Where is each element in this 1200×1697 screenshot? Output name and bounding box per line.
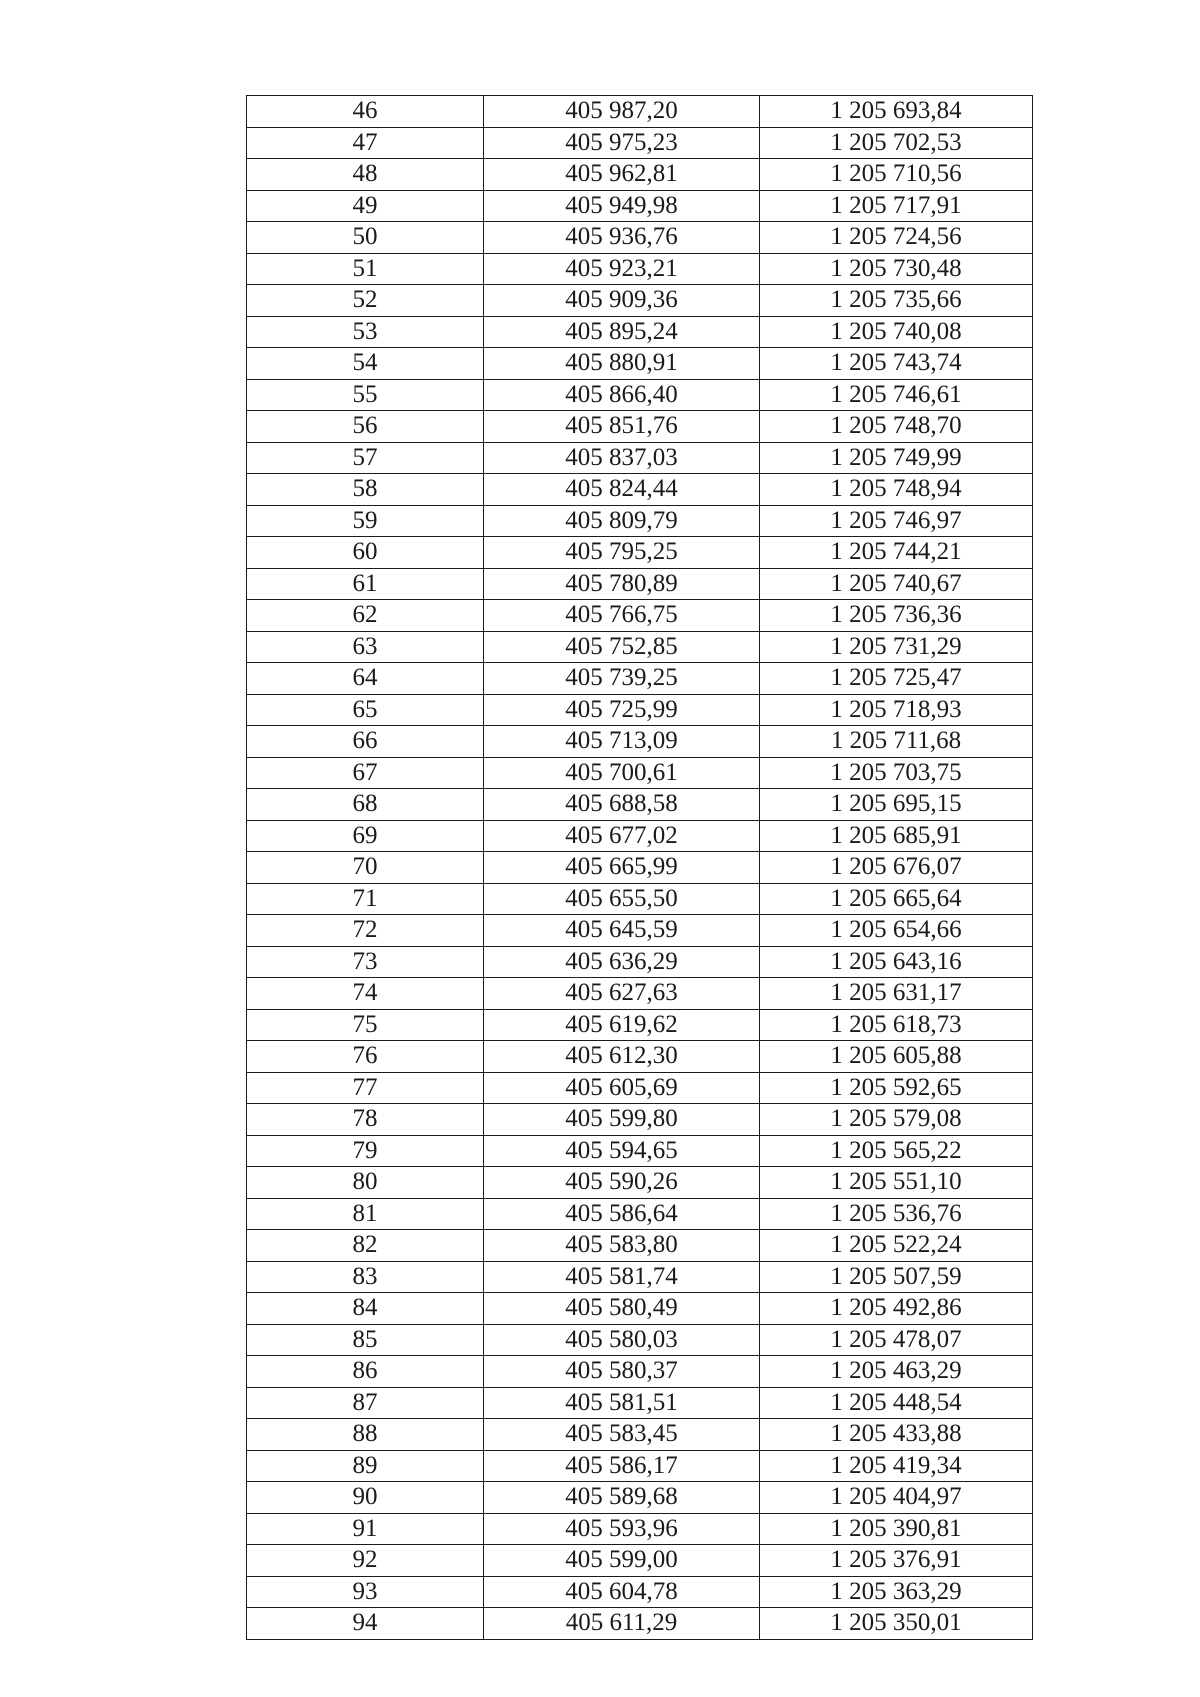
y-coordinate-cell: 1 205 735,66 — [760, 285, 1033, 317]
x-coordinate-cell: 405 725,99 — [484, 694, 760, 726]
y-coordinate-cell: 1 205 478,07 — [760, 1324, 1033, 1356]
point-number-cell: 63 — [247, 631, 484, 663]
table-row — [247, 978, 1033, 1010]
table-row — [247, 1230, 1033, 1262]
y-coordinate-cell: 1 205 676,07 — [760, 852, 1033, 884]
x-coordinate-cell: 405 949,98 — [484, 190, 760, 222]
y-coordinate-cell: 1 205 579,08 — [760, 1104, 1033, 1136]
point-number-cell: 68 — [247, 789, 484, 821]
point-number-cell: 80 — [247, 1167, 484, 1199]
y-coordinate-cell: 1 205 730,48 — [760, 253, 1033, 285]
y-coordinate-cell: 1 205 746,61 — [760, 379, 1033, 411]
y-coordinate-cell: 1 205 390,81 — [760, 1513, 1033, 1545]
table-row — [247, 946, 1033, 978]
table-row — [247, 474, 1033, 506]
x-coordinate-cell: 405 590,26 — [484, 1167, 760, 1199]
coordinates-table — [246, 95, 1033, 1640]
x-coordinate-cell: 405 677,02 — [484, 820, 760, 852]
table-row — [247, 222, 1033, 254]
x-coordinate-cell: 405 593,96 — [484, 1513, 760, 1545]
table-row — [247, 726, 1033, 758]
x-coordinate-cell: 405 987,20 — [484, 96, 760, 128]
point-number-cell: 93 — [247, 1576, 484, 1608]
point-number-cell: 61 — [247, 568, 484, 600]
y-coordinate-cell: 1 205 350,01 — [760, 1608, 1033, 1640]
x-coordinate-cell: 405 752,85 — [484, 631, 760, 663]
table-row — [247, 1450, 1033, 1482]
x-coordinate-cell: 405 688,58 — [484, 789, 760, 821]
table-row — [247, 1293, 1033, 1325]
y-coordinate-cell: 1 205 718,93 — [760, 694, 1033, 726]
x-coordinate-cell: 405 605,69 — [484, 1072, 760, 1104]
x-coordinate-cell: 405 880,91 — [484, 348, 760, 380]
y-coordinate-cell: 1 205 492,86 — [760, 1293, 1033, 1325]
x-coordinate-cell: 405 599,80 — [484, 1104, 760, 1136]
point-number-cell: 58 — [247, 474, 484, 506]
y-coordinate-cell: 1 205 748,94 — [760, 474, 1033, 506]
point-number-cell: 67 — [247, 757, 484, 789]
point-number-cell: 52 — [247, 285, 484, 317]
x-coordinate-cell: 405 581,51 — [484, 1387, 760, 1419]
y-coordinate-cell: 1 205 654,66 — [760, 915, 1033, 947]
point-number-cell: 78 — [247, 1104, 484, 1136]
x-coordinate-cell: 405 612,30 — [484, 1041, 760, 1073]
x-coordinate-cell: 405 636,29 — [484, 946, 760, 978]
y-coordinate-cell: 1 205 507,59 — [760, 1261, 1033, 1293]
table-row — [247, 285, 1033, 317]
table-row — [247, 1513, 1033, 1545]
table-row — [247, 883, 1033, 915]
table-row — [247, 631, 1033, 663]
y-coordinate-cell: 1 205 419,34 — [760, 1450, 1033, 1482]
y-coordinate-cell: 1 205 363,29 — [760, 1576, 1033, 1608]
point-number-cell: 90 — [247, 1482, 484, 1514]
y-coordinate-cell: 1 205 551,10 — [760, 1167, 1033, 1199]
x-coordinate-cell: 405 766,75 — [484, 600, 760, 632]
point-number-cell: 47 — [247, 127, 484, 159]
y-coordinate-cell: 1 205 522,24 — [760, 1230, 1033, 1262]
table-row — [247, 568, 1033, 600]
point-number-cell: 66 — [247, 726, 484, 758]
y-coordinate-cell: 1 205 724,56 — [760, 222, 1033, 254]
point-number-cell: 71 — [247, 883, 484, 915]
x-coordinate-cell: 405 583,45 — [484, 1419, 760, 1451]
x-coordinate-cell: 405 962,81 — [484, 159, 760, 191]
y-coordinate-cell: 1 205 744,21 — [760, 537, 1033, 569]
point-number-cell: 56 — [247, 411, 484, 443]
table-row — [247, 1419, 1033, 1451]
table-row — [247, 757, 1033, 789]
table-row — [247, 127, 1033, 159]
table-row — [247, 1576, 1033, 1608]
table-row — [247, 1356, 1033, 1388]
y-coordinate-cell: 1 205 618,73 — [760, 1009, 1033, 1041]
y-coordinate-cell: 1 205 710,56 — [760, 159, 1033, 191]
x-coordinate-cell: 405 923,21 — [484, 253, 760, 285]
point-number-cell: 55 — [247, 379, 484, 411]
x-coordinate-cell: 405 713,09 — [484, 726, 760, 758]
x-coordinate-cell: 405 594,65 — [484, 1135, 760, 1167]
y-coordinate-cell: 1 205 404,97 — [760, 1482, 1033, 1514]
x-coordinate-cell: 405 795,25 — [484, 537, 760, 569]
x-coordinate-cell: 405 586,17 — [484, 1450, 760, 1482]
table-row — [247, 663, 1033, 695]
point-number-cell: 57 — [247, 442, 484, 474]
y-coordinate-cell: 1 205 463,29 — [760, 1356, 1033, 1388]
table-row — [247, 820, 1033, 852]
x-coordinate-cell: 405 580,49 — [484, 1293, 760, 1325]
point-number-cell: 75 — [247, 1009, 484, 1041]
y-coordinate-cell: 1 205 643,16 — [760, 946, 1033, 978]
x-coordinate-cell: 405 619,62 — [484, 1009, 760, 1041]
table-row — [247, 694, 1033, 726]
y-coordinate-cell: 1 205 631,17 — [760, 978, 1033, 1010]
point-number-cell: 70 — [247, 852, 484, 884]
y-coordinate-cell: 1 205 748,70 — [760, 411, 1033, 443]
table-row — [247, 348, 1033, 380]
y-coordinate-cell: 1 205 711,68 — [760, 726, 1033, 758]
table-row — [247, 1009, 1033, 1041]
y-coordinate-cell: 1 205 702,53 — [760, 127, 1033, 159]
x-coordinate-cell: 405 580,37 — [484, 1356, 760, 1388]
point-number-cell: 59 — [247, 505, 484, 537]
point-number-cell: 53 — [247, 316, 484, 348]
point-number-cell: 91 — [247, 1513, 484, 1545]
point-number-cell: 81 — [247, 1198, 484, 1230]
table-row — [247, 1198, 1033, 1230]
point-number-cell: 65 — [247, 694, 484, 726]
x-coordinate-cell: 405 580,03 — [484, 1324, 760, 1356]
x-coordinate-cell: 405 665,99 — [484, 852, 760, 884]
point-number-cell: 92 — [247, 1545, 484, 1577]
table-row — [247, 442, 1033, 474]
y-coordinate-cell: 1 205 685,91 — [760, 820, 1033, 852]
x-coordinate-cell: 405 895,24 — [484, 316, 760, 348]
table-row — [247, 96, 1033, 128]
point-number-cell: 86 — [247, 1356, 484, 1388]
x-coordinate-cell: 405 645,59 — [484, 915, 760, 947]
table-row — [247, 159, 1033, 191]
point-number-cell: 88 — [247, 1419, 484, 1451]
table-row — [247, 1167, 1033, 1199]
y-coordinate-cell: 1 205 695,15 — [760, 789, 1033, 821]
point-number-cell: 60 — [247, 537, 484, 569]
y-coordinate-cell: 1 205 731,29 — [760, 631, 1033, 663]
point-number-cell: 54 — [247, 348, 484, 380]
y-coordinate-cell: 1 205 693,84 — [760, 96, 1033, 128]
point-number-cell: 51 — [247, 253, 484, 285]
x-coordinate-cell: 405 604,78 — [484, 1576, 760, 1608]
table-row — [247, 789, 1033, 821]
table-row — [247, 1135, 1033, 1167]
x-coordinate-cell: 405 589,68 — [484, 1482, 760, 1514]
x-coordinate-cell: 405 581,74 — [484, 1261, 760, 1293]
y-coordinate-cell: 1 205 740,67 — [760, 568, 1033, 600]
table-row — [247, 316, 1033, 348]
table-row — [247, 600, 1033, 632]
y-coordinate-cell: 1 205 592,65 — [760, 1072, 1033, 1104]
y-coordinate-cell: 1 205 665,64 — [760, 883, 1033, 915]
x-coordinate-cell: 405 586,64 — [484, 1198, 760, 1230]
x-coordinate-cell: 405 739,25 — [484, 663, 760, 695]
point-number-cell: 94 — [247, 1608, 484, 1640]
point-number-cell: 82 — [247, 1230, 484, 1262]
point-number-cell: 83 — [247, 1261, 484, 1293]
x-coordinate-cell: 405 851,76 — [484, 411, 760, 443]
table-row — [247, 1387, 1033, 1419]
point-number-cell: 62 — [247, 600, 484, 632]
table-row — [247, 1072, 1033, 1104]
x-coordinate-cell: 405 700,61 — [484, 757, 760, 789]
y-coordinate-cell: 1 205 605,88 — [760, 1041, 1033, 1073]
y-coordinate-cell: 1 205 717,91 — [760, 190, 1033, 222]
table-row — [247, 1261, 1033, 1293]
point-number-cell: 76 — [247, 1041, 484, 1073]
y-coordinate-cell: 1 205 703,75 — [760, 757, 1033, 789]
point-number-cell: 64 — [247, 663, 484, 695]
point-number-cell: 48 — [247, 159, 484, 191]
table-row — [247, 1104, 1033, 1136]
table-row — [247, 379, 1033, 411]
table-row — [247, 505, 1033, 537]
point-number-cell: 87 — [247, 1387, 484, 1419]
y-coordinate-cell: 1 205 536,76 — [760, 1198, 1033, 1230]
point-number-cell: 89 — [247, 1450, 484, 1482]
x-coordinate-cell: 405 611,29 — [484, 1608, 760, 1640]
table-row — [247, 852, 1033, 884]
table-row — [247, 190, 1033, 222]
y-coordinate-cell: 1 205 736,36 — [760, 600, 1033, 632]
y-coordinate-cell: 1 205 740,08 — [760, 316, 1033, 348]
point-number-cell: 84 — [247, 1293, 484, 1325]
x-coordinate-cell: 405 975,23 — [484, 127, 760, 159]
point-number-cell: 77 — [247, 1072, 484, 1104]
table-row — [247, 1545, 1033, 1577]
x-coordinate-cell: 405 583,80 — [484, 1230, 760, 1262]
x-coordinate-cell: 405 936,76 — [484, 222, 760, 254]
table-row — [247, 1482, 1033, 1514]
point-number-cell: 46 — [247, 96, 484, 128]
x-coordinate-cell: 405 627,63 — [484, 978, 760, 1010]
y-coordinate-cell: 1 205 746,97 — [760, 505, 1033, 537]
y-coordinate-cell: 1 205 376,91 — [760, 1545, 1033, 1577]
y-coordinate-cell: 1 205 448,54 — [760, 1387, 1033, 1419]
y-coordinate-cell: 1 205 433,88 — [760, 1419, 1033, 1451]
table-row — [247, 1324, 1033, 1356]
table-row — [247, 915, 1033, 947]
point-number-cell: 49 — [247, 190, 484, 222]
x-coordinate-cell: 405 809,79 — [484, 505, 760, 537]
y-coordinate-cell: 1 205 749,99 — [760, 442, 1033, 474]
coordinates-table-body — [247, 96, 1033, 1640]
x-coordinate-cell: 405 866,40 — [484, 379, 760, 411]
x-coordinate-cell: 405 837,03 — [484, 442, 760, 474]
point-number-cell: 74 — [247, 978, 484, 1010]
table-row — [247, 1041, 1033, 1073]
y-coordinate-cell: 1 205 565,22 — [760, 1135, 1033, 1167]
point-number-cell: 85 — [247, 1324, 484, 1356]
table-row — [247, 411, 1033, 443]
x-coordinate-cell: 405 780,89 — [484, 568, 760, 600]
point-number-cell: 73 — [247, 946, 484, 978]
y-coordinate-cell: 1 205 725,47 — [760, 663, 1033, 695]
x-coordinate-cell: 405 909,36 — [484, 285, 760, 317]
point-number-cell: 69 — [247, 820, 484, 852]
y-coordinate-cell: 1 205 743,74 — [760, 348, 1033, 380]
point-number-cell: 79 — [247, 1135, 484, 1167]
table-row — [247, 1608, 1033, 1640]
table-row — [247, 253, 1033, 285]
x-coordinate-cell: 405 824,44 — [484, 474, 760, 506]
x-coordinate-cell: 405 599,00 — [484, 1545, 760, 1577]
point-number-cell: 50 — [247, 222, 484, 254]
x-coordinate-cell: 405 655,50 — [484, 883, 760, 915]
table-row — [247, 537, 1033, 569]
point-number-cell: 72 — [247, 915, 484, 947]
